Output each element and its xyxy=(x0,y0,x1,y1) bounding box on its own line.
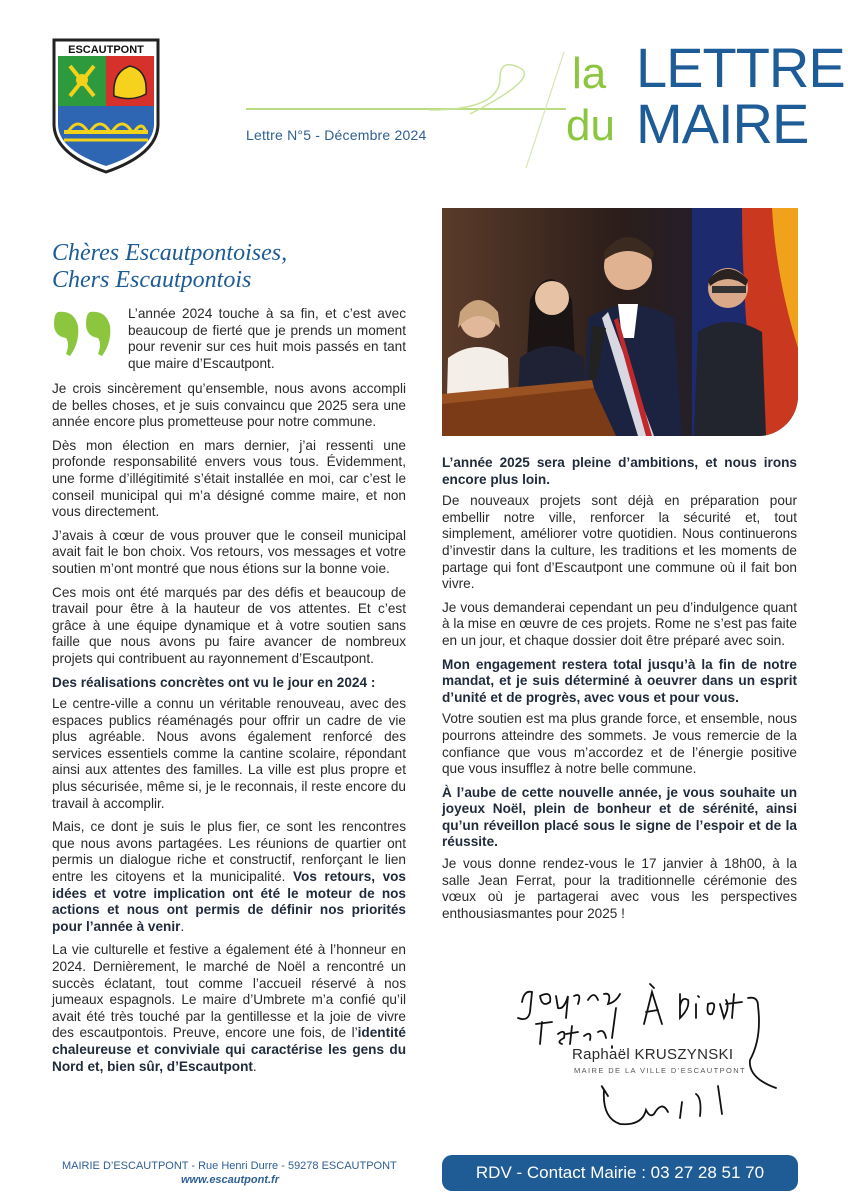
title-maire: MAIRE xyxy=(636,92,809,155)
svg-text:ESCAUTPONT: ESCAUTPONT xyxy=(68,44,144,56)
paragraph: Je crois sincèrement qu’ensemble, nous avons accompli de belles choses, et je suis convaincu que 2025 sera une année encore plus prometteuse pour notre commune. xyxy=(52,381,406,430)
section-heading: Des réalisations concrètes ont vu le jour en 2024 : xyxy=(52,674,376,690)
paragraph: Je vous demanderai cependant un peu d’indulgence quant à la mise en œuvre de ces projets. Rome ne s’est pas faite en un jour, et chaque dossier doit être préparé avec soin. xyxy=(442,599,797,648)
contact-banner: RDV - Contact Mairie : 03 27 28 51 70 xyxy=(442,1155,798,1191)
footer-website-link[interactable]: www.escautpont.fr xyxy=(181,1174,279,1186)
salutation-line-1: Chères Escautpontoises, xyxy=(52,240,288,266)
quote-icon xyxy=(52,308,116,364)
emphasis-text: identité chaleureuse et conviviale qui caractérise les gens du Nord et, bien sûr, d’Escautpont xyxy=(52,1025,406,1074)
paragraph: Dès mon élection en mars dernier, j’ai ressenti une profonde responsabilité envers vous tous. Évidemment, une forme d’illégitimité s’était installée en moi, car c’est le conseil municipal qui m’a désigné comme maire, et non vous directement. xyxy=(52,437,406,520)
footer-address: MAIRIE D’ESCAUTPONT - Rue Henri Durre - 59278 ESCAUTPONT xyxy=(62,1160,397,1172)
right-column xyxy=(442,455,797,929)
paragraph-text: . xyxy=(180,918,185,934)
paragraph-text: Mais, ce dont je suis le plus fier, ce sont les rencontres que nous avons partagées. Les réunions de quartier ont permis un dialogue riche et constructif, renforçant le lien entre les citoyens et la municipalité. xyxy=(52,819,406,885)
paragraph xyxy=(52,942,406,1075)
section-heading: L’année 2025 sera pleine d’ambitions, et nous irons encore plus loin. xyxy=(442,455,797,487)
mayor-speech-photo xyxy=(442,208,798,436)
salutation-line-2: Chers Escautpontois xyxy=(52,267,252,293)
intro-paragraph: L’année 2024 touche à sa fin, et c’est avec beaucoup de fierté que je prends un moment pour revenir sur ces huit mois passés en tant que maire d’Escautpont. xyxy=(128,306,406,371)
paragraph: Votre soutien est ma plus grande force, et ensemble, nous pourrons atteindre des sommets. Je vous remercie de la confiance que vous m’accordez et de l’énergie positive que vous insufflez à notre belle commune. xyxy=(442,711,797,777)
section-heading: Mon engagement restera total jusqu’à la fin de notre mandat, et je suis déterminé à oeuvrer dans un esprit d’unité et de progrès, avec vous et pour vous. xyxy=(442,656,797,705)
escautpont-crest-logo xyxy=(50,36,162,176)
paragraph: Je vous donne rendez-vous le 17 janvier à 18h00, à la salle Jean Ferrat, pour la traditionnelle cérémonie des vœux où je partagerai avec vous les perspectives enthousiasmantes pour 2025 ! xyxy=(442,856,797,921)
issue-number: Lettre N°5 - Décembre 2024 xyxy=(246,127,427,143)
paragraph: De nouveaux projets sont déjà en préparation pour embellir notre ville, renforcer la sécurité et, tout simplement, améliorer votre quotidien. Nous continuerons d’investir dans la culture, les traditions et les moments de partage qui font d’Escautpont une commune où il fait bon vivre. xyxy=(442,493,797,592)
title-lettre: LETTRE xyxy=(636,36,845,99)
signatory-role: MAIRE DE LA VILLE D’ESCAUTPONT xyxy=(574,1066,747,1075)
title-du: du xyxy=(566,101,615,150)
section-heading: À l’aube de cette nouvelle année, je vous souhaite un joyeux Noël, plein de bonheur et de sérénité, ainsi qu’un réveillon placé sous le signe de l’espoir et de la réussite. xyxy=(442,784,797,850)
paragraph: Ces mois ont été marqués par des défis et beaucoup de travail pour être à la hauteur de vos attentes. Et c’est grâce à une équipe dynamique et à votre soutien sans faille que nous avons pu faire avancer de nombreux projets qui contribuent au rayonnement d’Escautpont. xyxy=(52,584,406,666)
paragraph-text: . xyxy=(252,1058,257,1074)
salutation xyxy=(52,240,287,294)
paragraph: Le centre-ville a connu un véritable renouveau, avec des espaces publics réaménagés pour offrir un cadre de vie plus agréable. Nous avons également renforcé des services essentiels comme la cantine scolaire, répondant ainsi aux attentes des familles. La ville est plus propre et plus sécurisée, même si, je le reconnais, il reste encore du travail à accomplir. xyxy=(52,696,406,811)
left-column xyxy=(52,381,406,1082)
decorative-slash xyxy=(520,50,568,170)
title-la: la xyxy=(572,49,607,98)
paragraph: J’avais à cœur de vous prouver que le conseil municipal avait fait le bon choix. Vos retours, vos messages et votre soutien m’ont montré que nous étions sur la bonne voie. xyxy=(52,527,406,576)
paragraph-text: La vie culturelle et festive a également été à l’honneur en 2024. Dernièrement, le marché de Noël a rencontré un succès éclatant, tout comme l’accueil réservé à nos jumeaux espagnols. Le maire d’Umbrete m’a confié qu’il avait été très touché par la gentillesse et la joie de vivre des escautpontois. Preuve, encore une fois, de l’ xyxy=(52,942,406,1041)
signatory-name: Raphaël KRUSZYNSKI xyxy=(572,1046,734,1063)
emphasis-text: Vos retours, vos idées et votre implication ont été le moteur de nos actions et nous ont permis de définir nos priorités pour l’année à venir xyxy=(52,869,406,934)
paragraph xyxy=(52,819,406,935)
